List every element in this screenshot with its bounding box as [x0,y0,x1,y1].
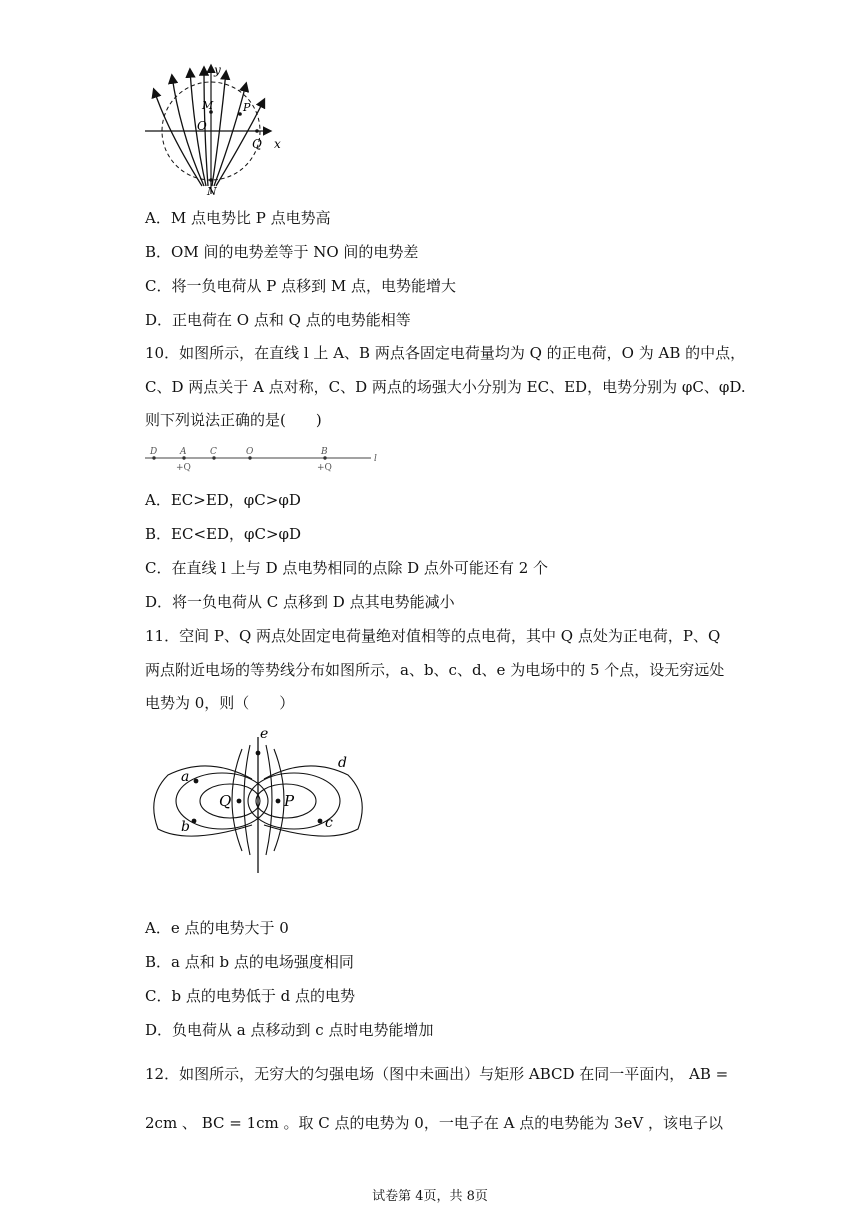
q10-label-A: A [180,447,187,457]
q12-stem-line-1: 12．如图所示，无穷大的匀强电场（图中未画出）与矩形 ABCD 在同一平面内， AB = [145,1065,729,1083]
q12-stem-line-2: 2cm 、 BC = 1cm 。取 C 点的电势为 0，一电子在 A 点的电势能为 3eV ，该电子以 [145,1114,724,1132]
q9-label-Q: Q [252,137,262,151]
q11-label-e: e [260,726,269,742]
q10-stem-line-3: 则下列说法正确的是( ) [145,411,322,429]
q10-option-c: C．在直线 l 上与 D 点电势相同的点除 D 点外可能还有 2 个 [145,559,549,577]
q10-label-D: D [150,447,158,457]
q10-line-figure [143,443,383,473]
q9-label-y: y [214,63,221,77]
q11-stem-line-3: 电势为 0，则（ ） [145,694,295,712]
q9-option-a: A．M 点电势比 P 点电势高 [145,209,331,227]
q9-option-c: C．将一负电荷从 P 点移到 M 点，电势能增大 [145,277,457,295]
q10-stem-line-2: C、D 两点关于 A 点对称，C、D 两点的场强大小分别为 EC、ED，电势分别为 φC、φD. [145,378,746,396]
q11-label-b: b [181,819,190,835]
q11-label-c: c [325,815,333,831]
q11-label-Q: Q [219,792,232,810]
q11-stem-line-1: 11．空间 P、Q 两点处固定电荷量绝对值相等的点电荷，其中 Q 点处为正电荷，P、Q [145,627,721,645]
q9-label-O: O [197,119,207,133]
q11-option-a: A．e 点的电势大于 0 [145,919,289,937]
page-footer: 试卷第 4页，共 8页 [372,1189,488,1204]
q10-label-charge-a: +Q [176,463,191,473]
q10-label-charge-b: +Q [317,463,332,473]
q11-stem-line-2: 两点附近电场的等势线分布如图所示，a、b、c、d、e 为电场中的 5 个点，设无穷远处 [145,661,725,679]
q10-stem-line-1: 10．如图所示，在直线 l 上 A、B 两点各固定电荷量均为 Q 的正电荷，O 为 AB 的中点， [145,344,746,362]
q11-option-b: B．a 点和 b 点的电场强度相同 [145,953,354,971]
q11-label-a: a [181,769,190,785]
q9-option-d: D．正电荷在 O 点和 Q 点的电势能相等 [145,311,411,329]
q9-label-N: N [207,185,217,196]
q10-label-l: l [374,454,377,464]
q10-label-B: B [321,447,328,457]
q10-label-C: C [210,447,217,457]
q9-label-P: P [243,101,251,114]
q11-label-P: P [284,792,295,810]
q10-label-O: O [246,447,254,457]
q11-option-c: C．b 点的电势低于 d 点的电势 [145,987,355,1005]
q11-label-d: d [338,755,347,771]
q9-option-b: B．OM 间的电势差等于 NO 间的电势差 [145,243,419,261]
q10-option-b: B．EC<ED，φC>φD [145,525,302,543]
q9-field-figure [140,62,290,196]
q9-label-M: M [202,99,214,112]
q11-option-d: D．负电荷从 a 点移动到 c 点时电势能增加 [145,1021,434,1039]
q9-label-x: x [274,137,281,151]
q10-option-a: A．EC>ED，φC>φD [145,491,301,509]
q10-option-d: D．将一负电荷从 C 点移到 D 点其电势能减小 [145,593,455,611]
q11-equipotential-figure [148,725,368,875]
